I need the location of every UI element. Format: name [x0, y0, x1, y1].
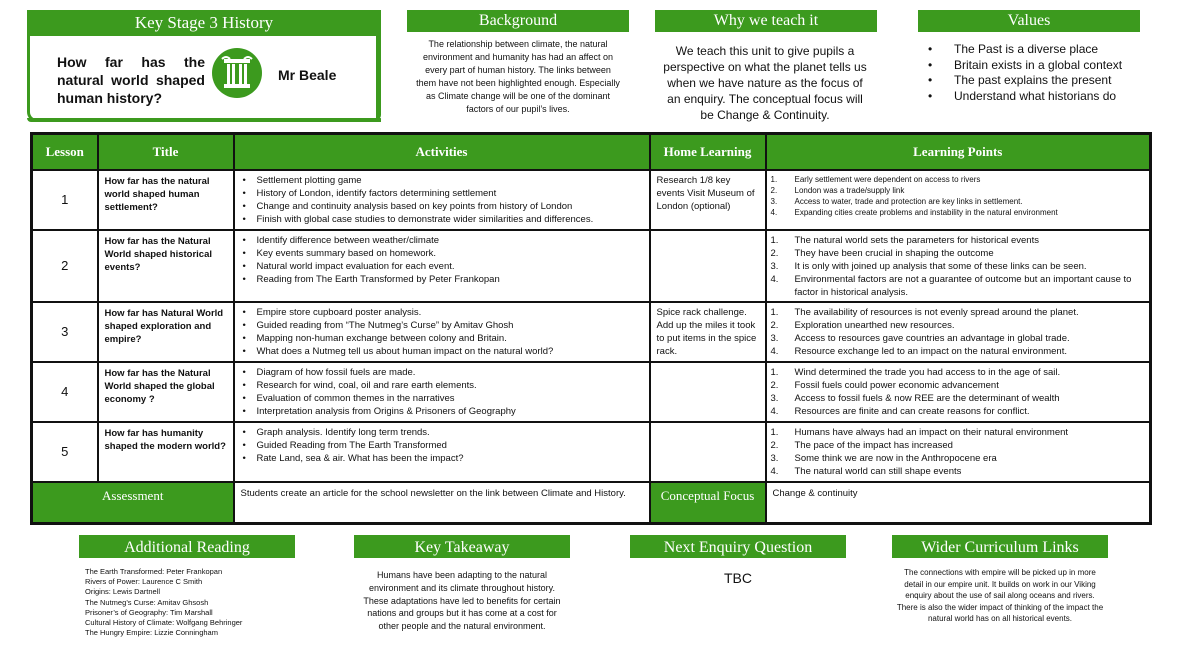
values-item: • The Past is a diverse place	[928, 42, 1122, 58]
header-lesson: Lesson	[32, 134, 98, 170]
lesson-number: 2	[32, 230, 98, 302]
next-enquiry-title: Next Enquiry Question	[630, 535, 846, 558]
learning-point: 3. Access to water, trade and protection are key links in settlement.	[770, 196, 1023, 206]
home-learning	[650, 230, 766, 302]
activity-item: • Key events summary based on homework.	[243, 247, 643, 260]
learning-point: 1. Early settlement were dependent on access to rivers	[770, 174, 981, 184]
conceptual-focus-label: Conceptual Focus	[650, 482, 766, 524]
activity-item: • History of London, identify factors determining settlement	[243, 187, 643, 200]
reading-item: Cultural History of Climate: Wolfgang Behringer	[85, 618, 243, 628]
values-item: • Understand what historians do	[928, 89, 1122, 105]
table-row	[32, 302, 1151, 362]
teacher-name: Mr Beale	[278, 67, 337, 83]
home-learning: Research 1/8 key events Visit Museum of London (optional)	[650, 170, 766, 230]
learning-point: 3. It is only with joined up analysis that some of these links can be seen.	[770, 260, 1087, 272]
activity-item: • Guided Reading from The Earth Transformed	[243, 439, 643, 452]
why-title: Why we teach it	[655, 10, 877, 32]
activity-item: • Rate Land, sea & air. What has been the impact?	[243, 452, 643, 465]
learning-point: 1. Wind determined the trade you had access to in the age of sail.	[770, 366, 1061, 378]
reading-list	[85, 567, 242, 638]
values-list	[928, 42, 1122, 104]
home-learning	[650, 422, 766, 482]
learning-point: 4. The natural world can still shape events	[770, 465, 962, 477]
header-activities: Activities	[234, 134, 650, 170]
values-item: • The past explains the present	[928, 73, 1122, 89]
lesson-title: How far has Natural World shaped exploration and empire?	[98, 302, 234, 362]
takeaway-title: Key Takeaway	[354, 535, 570, 558]
why-text: We teach this unit to give pupils a perspective on what the planet tells us when we have nature as the focus of an enquiry. The conceptual focus will be Change & Continuity.	[663, 44, 867, 122]
activity-item: • Settlement plotting game	[243, 174, 643, 187]
lesson-number: 1	[32, 170, 98, 230]
lesson-title: How far has the Natural World shaped the global economy ?	[98, 362, 234, 422]
pillar-icon	[212, 48, 262, 98]
activity-item: • Identify difference between weather/climate	[243, 234, 643, 247]
reading-item: The Hungry Empire: Lizzie Conningham	[85, 628, 218, 638]
table-row	[32, 362, 1151, 422]
takeaway-text: Humans have been adapting to the natural environment and its climate throughout history. These adaptations have led to benefits for certain nations and groups but it has come at a cost for other people and the natural environment.	[363, 570, 561, 632]
lesson-title: How far has humanity shaped the modern world?	[98, 422, 234, 482]
activity-item: • What does a Nutmeg tell us about human impact on the natural world?	[243, 345, 643, 358]
assessment-label: Assessment	[32, 482, 234, 524]
reading-item: Origins: Lewis Dartnell	[85, 587, 161, 597]
learning-point: 4. Expanding cities create problems and instability in the natural environment	[770, 207, 1058, 217]
lesson-title: How far has the natural world shaped human settlement?	[98, 170, 234, 230]
activity-item: • Change and continuity analysis based on key points from history of London	[243, 200, 643, 213]
wider-links-text: The connections with empire will be picked up in more detail in our empire unit. It builds on work in our Viking enquiry about the use of sail along oceans and rivers. There is also the wider impact of thinking of the impact the natural world has on all historical events.	[896, 568, 1104, 623]
activity-item: • Finish with global case studies to demonstrate wider similarities and differences.	[243, 213, 643, 226]
learning-point: 4. Resources are finite and can create reasons for conflict.	[770, 405, 1030, 417]
key-stage-title: Key Stage 3 History	[27, 10, 381, 36]
values-item: • Britain exists in a global context	[928, 58, 1122, 74]
learning-point: 1. The natural world sets the parameters for historical events	[770, 234, 1039, 246]
learning-point: 2. Fossil fuels could power economic advancement	[770, 379, 999, 391]
header-title: Title	[98, 134, 234, 170]
learning-point: 4. Resource exchange led to an impact on the natural environment.	[770, 345, 1067, 357]
lesson-number: 3	[32, 302, 98, 362]
activity-item: • Mapping non-human exchange between colony and Britain.	[243, 332, 643, 345]
learning-point: 2. They have been crucial in shaping the outcome	[770, 247, 994, 259]
lesson-number: 4	[32, 362, 98, 422]
wider-links-title: Wider Curriculum Links	[892, 535, 1108, 558]
next-enquiry-text: TBC	[724, 570, 752, 586]
activity-item: • Diagram of how fossil fuels are made.	[243, 366, 643, 379]
reading-item: Rivers of Power: Laurence C Smith	[85, 577, 203, 587]
learning-point: 2. Exploration unearthed new resources.	[770, 319, 955, 331]
reading-item: The Earth Transformed: Peter Frankopan	[85, 567, 223, 576]
table-row	[32, 422, 1151, 482]
learning-point: 3. Access to resources gave countries an advantage in global trade.	[770, 332, 1070, 344]
header-learning-points: Learning Points	[766, 134, 1151, 170]
key-stage-border-bottom	[27, 118, 381, 122]
header-home-learning: Home Learning	[650, 134, 766, 170]
background-text: The relationship between climate, the natural environment and humanity has had an affect on every part of human history. The links between them have not been highlighted enough. Especially as Climate change will be one of the dominant factors of our pupil’s lives.	[416, 39, 620, 114]
table-row	[32, 230, 1151, 302]
lesson-title: How far has the Natural World shaped historical events?	[98, 230, 234, 302]
enquiry-question: How far has the natural world shaped human history?	[57, 54, 205, 106]
learning-point: 3. Some think we are now in the Anthropocene era	[770, 452, 997, 464]
lesson-table	[30, 132, 1152, 525]
reading-item: The Nutmeg’s Curse: Amitav Ghsosh	[85, 597, 209, 607]
learning-point: 2. The pace of the impact has increased	[770, 439, 953, 451]
activity-item: • Research for wind, coal, oil and rare earth elements.	[243, 379, 643, 392]
values-title: Values	[918, 10, 1140, 32]
key-stage-border	[376, 10, 381, 120]
assessment-row	[32, 482, 1151, 524]
reading-item: Prisoner’s of Geography: Tim Marshall	[85, 607, 213, 617]
activity-item: • Natural world impact evaluation for each event.	[243, 260, 643, 273]
activity-item: • Interpretation analysis from Origins & Prisoners of Geography	[243, 405, 643, 418]
activity-item: • Empire store cupboard poster analysis.	[243, 306, 643, 319]
learning-point: 1. The availability of resources is not evenly spread around the planet.	[770, 306, 1079, 318]
learning-point: 3. Access to fossil fuels & now REE are the determinant of wealth	[770, 392, 1060, 404]
home-learning: Spice rack challenge. Add up the miles it took to put items in the spice rack.	[650, 302, 766, 362]
learning-point: 1. Humans have always had an impact on their natural environment	[770, 426, 1069, 438]
learning-point: 4. Environmental factors are not a guarantee of outcome but an important cause to factor in historical analysis.	[770, 273, 1132, 298]
learning-point: 2. London was a trade/supply link	[770, 185, 905, 195]
activity-item: • Graph analysis. Identify long term trends.	[243, 426, 643, 439]
activity-item: • Guided reading from “The Nutmeg’s Curse” by Amitav Ghosh	[243, 319, 643, 332]
conceptual-focus-text: Change & continuity	[766, 482, 1151, 524]
table-header-row	[32, 134, 1151, 170]
home-learning	[650, 362, 766, 422]
lesson-number: 5	[32, 422, 98, 482]
activity-item: • Evaluation of common themes in the narratives	[243, 392, 643, 405]
assessment-text: Students create an article for the school newsletter on the link between Climate and History.	[234, 482, 650, 524]
reading-title: Additional Reading	[79, 535, 295, 558]
background-title: Background	[407, 10, 629, 32]
activity-item: • Reading from The Earth Transformed by Peter Frankopan	[243, 273, 643, 286]
table-row	[32, 170, 1151, 230]
